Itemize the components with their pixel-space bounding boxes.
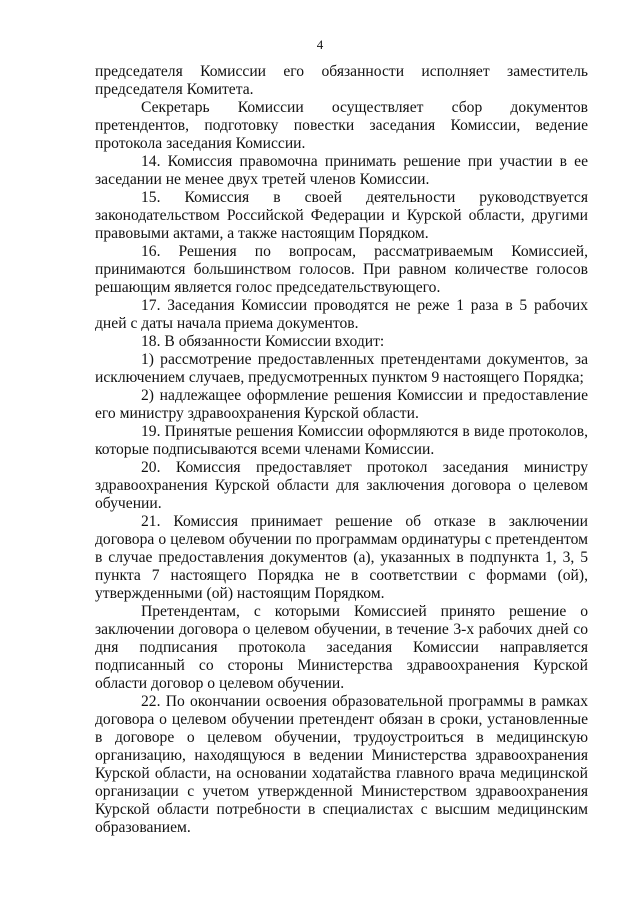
paragraph-21-refusal: 21. Комиссия принимает решение об отказе в заключении договора о целевом обучении по программам ординатуры с претендентом в случае предоставления документов (а), указанных в подпункта 1, 3, 5 пункта 7 настоящего Порядка не в соответствии с формами (ой), утвержденными (ой) настоящим Порядком. [95,513,588,602]
paragraph-18-item-1: 1) рассмотрение предоставленных претендентами документов, за исключением случаев, предусмотренных пунктом 9 настоящего Порядка; [95,351,588,386]
paragraph-chair-duties: председателя Комиссии его обязанности исполняет заместитель председателя Комитета. [95,63,588,98]
paragraph-16-decisions: 16. Решения по вопросам, рассматриваемым Комиссией, принимаются большинством голосов. При равном количестве голосов решающим является голос председательствующего. [95,243,588,296]
paragraph-14-quorum: 14. Комиссия правомочна принимать решение при участии в ее заседании не менее двух третей членов Комиссии. [95,153,588,188]
page-number: 4 [316,37,324,52]
paragraph-15-legislation: 15. Комиссия в своей деятельности руководствуется законодательством Российской Федерации и Курской области, другими правовыми актами, а также настоящим Порядком. [95,189,588,242]
document-body [95,63,588,837]
paragraph-19-protocols: 19. Принятые решения Комиссии оформляются в виде протоколов, которые подписываются всеми членами Комиссии. [95,423,588,458]
paragraph-20-protocol-submission: 20. Комиссия предоставляет протокол заседания министру здравоохранения Курской области для заключения договора о целевом обучении. [95,459,588,512]
paragraph-18-duties: 18. В обязанности Комиссии входит: [141,333,385,350]
paragraph-applicants-contract: Претендентам, с которыми Комиссией принято решение о заключении договора о целевом обучении, в течение 3-х рабочих дней со дня подписания протокола заседания Комиссии направляется подписанный со стороны Министерства здравоохранения Курской области договор о целевом обучении. [95,603,588,692]
paragraph-22-employment: 22. По окончании освоения образовательной программы в рамках договора о целевом обучении претендент обязан в сроки, установленные в договоре о целевом обучении, трудоустроиться в медицинскую организацию, находящуюся в ведении Министерства здравоохранения Курской области, на основании ходатайства главного врача медицинской организации с учетом утвержденной Министерством здравоохранения Курской области потребности в специалистах с высшим медицинским образованием. [95,693,588,836]
paragraph-17-meetings: 17. Заседания Комиссии проводятся не реже 1 раза в 5 рабочих дней с даты начала приема документов. [95,297,588,332]
paragraph-secretary: Секретарь Комиссии осуществляет сбор документов претендентов, подготовку повестки заседания Комиссии, ведение протокола заседания Комиссии. [95,99,588,152]
paragraph-18-item-2: 2) надлежащее оформление решения Комиссии и предоставление его министру здравоохранения Курской области. [95,387,588,422]
